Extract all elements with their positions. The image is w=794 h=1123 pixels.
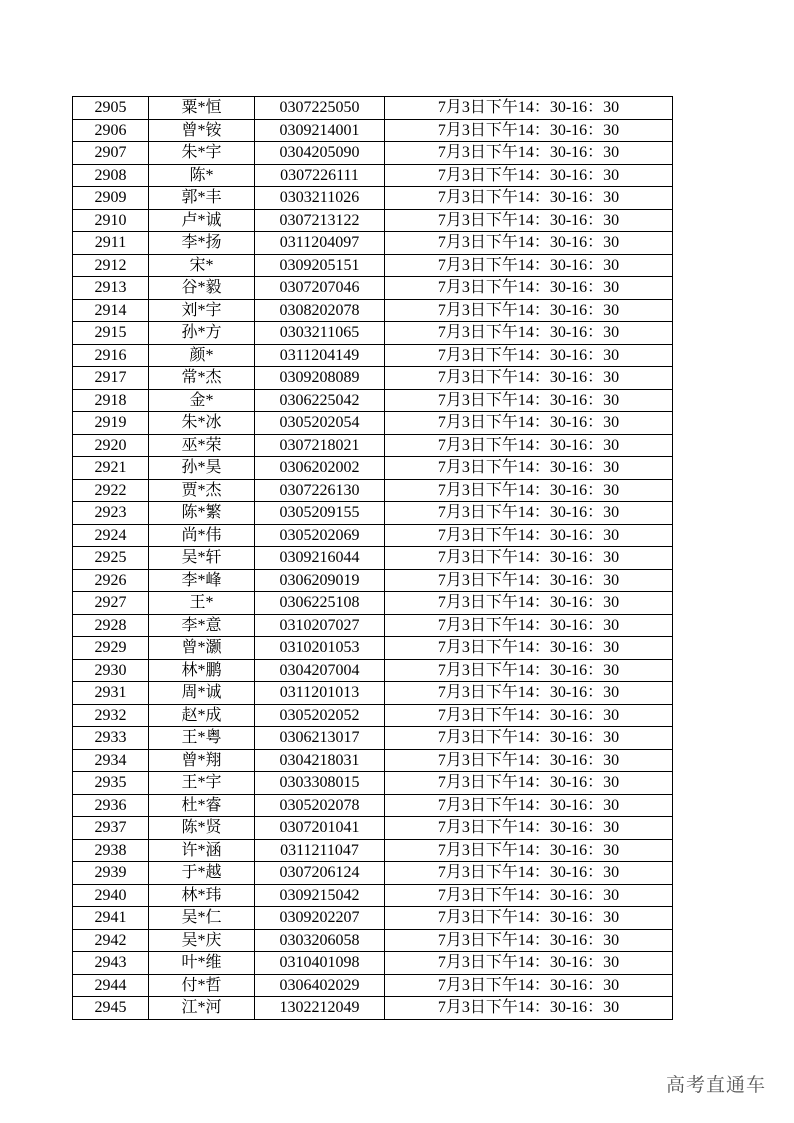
time-slot-cell: 7月3日下午14：30-16：30 — [385, 389, 673, 412]
seq-number-cell: 2942 — [73, 929, 149, 952]
table-row — [73, 164, 673, 187]
table-row — [73, 817, 673, 840]
table-row — [73, 929, 673, 952]
roster-table — [72, 96, 673, 1020]
name-cell: 陈*繁 — [149, 502, 255, 525]
table-row — [73, 367, 673, 390]
time-slot-cell: 7月3日下午14：30-16：30 — [385, 862, 673, 885]
id-number-cell: 0308202078 — [255, 299, 385, 322]
id-number-cell: 0303211065 — [255, 322, 385, 345]
name-cell: 周*诚 — [149, 682, 255, 705]
table-row — [73, 952, 673, 975]
seq-number-cell: 2943 — [73, 952, 149, 975]
id-number-cell: 0304218031 — [255, 749, 385, 772]
table-row — [73, 547, 673, 570]
table-row — [73, 997, 673, 1020]
seq-number-cell: 2915 — [73, 322, 149, 345]
name-cell: 孙*方 — [149, 322, 255, 345]
id-number-cell: 0309215042 — [255, 884, 385, 907]
seq-number-cell: 2932 — [73, 704, 149, 727]
table-row — [73, 704, 673, 727]
time-slot-cell: 7月3日下午14：30-16：30 — [385, 749, 673, 772]
seq-number-cell: 2907 — [73, 142, 149, 165]
table-row — [73, 884, 673, 907]
seq-number-cell: 2905 — [73, 97, 149, 120]
table-row — [73, 749, 673, 772]
seq-number-cell: 2925 — [73, 547, 149, 570]
seq-number-cell: 2937 — [73, 817, 149, 840]
time-slot-cell: 7月3日下午14：30-16：30 — [385, 187, 673, 210]
seq-number-cell: 2927 — [73, 592, 149, 615]
name-cell: 叶*维 — [149, 952, 255, 975]
id-number-cell: 0303206058 — [255, 929, 385, 952]
name-cell: 李*扬 — [149, 232, 255, 255]
id-number-cell: 0309202207 — [255, 907, 385, 930]
seq-number-cell: 2928 — [73, 614, 149, 637]
table-row — [73, 457, 673, 480]
id-number-cell: 0307213122 — [255, 209, 385, 232]
name-cell: 刘*宇 — [149, 299, 255, 322]
table-row — [73, 727, 673, 750]
name-cell: 王*宇 — [149, 772, 255, 795]
table-row — [73, 794, 673, 817]
seq-number-cell: 2922 — [73, 479, 149, 502]
id-number-cell: 0307226130 — [255, 479, 385, 502]
name-cell: 于*越 — [149, 862, 255, 885]
table-row — [73, 412, 673, 435]
id-number-cell: 0311211047 — [255, 839, 385, 862]
seq-number-cell: 2913 — [73, 277, 149, 300]
table-row — [73, 97, 673, 120]
seq-number-cell: 2939 — [73, 862, 149, 885]
time-slot-cell: 7月3日下午14：30-16：30 — [385, 997, 673, 1020]
table-row — [73, 502, 673, 525]
name-cell: 颜* — [149, 344, 255, 367]
time-slot-cell: 7月3日下午14：30-16：30 — [385, 502, 673, 525]
seq-number-cell: 2909 — [73, 187, 149, 210]
id-number-cell: 0307206124 — [255, 862, 385, 885]
seq-number-cell: 2923 — [73, 502, 149, 525]
name-cell: 王*粤 — [149, 727, 255, 750]
seq-number-cell: 2912 — [73, 254, 149, 277]
time-slot-cell: 7月3日下午14：30-16：30 — [385, 682, 673, 705]
seq-number-cell: 2934 — [73, 749, 149, 772]
id-number-cell: 0305202069 — [255, 524, 385, 547]
id-number-cell: 0305202054 — [255, 412, 385, 435]
seq-number-cell: 2935 — [73, 772, 149, 795]
name-cell: 朱*宇 — [149, 142, 255, 165]
name-cell: 赵*成 — [149, 704, 255, 727]
table-row — [73, 277, 673, 300]
id-number-cell: 1302212049 — [255, 997, 385, 1020]
time-slot-cell: 7月3日下午14：30-16：30 — [385, 569, 673, 592]
time-slot-cell: 7月3日下午14：30-16：30 — [385, 367, 673, 390]
time-slot-cell: 7月3日下午14：30-16：30 — [385, 929, 673, 952]
id-number-cell: 0304205090 — [255, 142, 385, 165]
table-row — [73, 187, 673, 210]
time-slot-cell: 7月3日下午14：30-16：30 — [385, 97, 673, 120]
table-row — [73, 637, 673, 660]
name-cell: 卢*诚 — [149, 209, 255, 232]
name-cell: 吴*轩 — [149, 547, 255, 570]
seq-number-cell: 2944 — [73, 974, 149, 997]
seq-number-cell: 2920 — [73, 434, 149, 457]
name-cell: 吴*仁 — [149, 907, 255, 930]
time-slot-cell: 7月3日下午14：30-16：30 — [385, 299, 673, 322]
id-number-cell: 0309216044 — [255, 547, 385, 570]
id-number-cell: 0305202078 — [255, 794, 385, 817]
time-slot-cell: 7月3日下午14：30-16：30 — [385, 659, 673, 682]
time-slot-cell: 7月3日下午14：30-16：30 — [385, 727, 673, 750]
id-number-cell: 0303211026 — [255, 187, 385, 210]
table-row — [73, 479, 673, 502]
time-slot-cell: 7月3日下午14：30-16：30 — [385, 817, 673, 840]
id-number-cell: 0307207046 — [255, 277, 385, 300]
table-row — [73, 434, 673, 457]
name-cell: 巫*荣 — [149, 434, 255, 457]
id-number-cell: 0306202002 — [255, 457, 385, 480]
seq-number-cell: 2933 — [73, 727, 149, 750]
time-slot-cell: 7月3日下午14：30-16：30 — [385, 884, 673, 907]
time-slot-cell: 7月3日下午14：30-16：30 — [385, 434, 673, 457]
time-slot-cell: 7月3日下午14：30-16：30 — [385, 839, 673, 862]
name-cell: 林*鹏 — [149, 659, 255, 682]
name-cell: 林*玮 — [149, 884, 255, 907]
id-number-cell: 0306225108 — [255, 592, 385, 615]
time-slot-cell: 7月3日下午14：30-16：30 — [385, 524, 673, 547]
seq-number-cell: 2921 — [73, 457, 149, 480]
seq-number-cell: 2926 — [73, 569, 149, 592]
seq-number-cell: 2914 — [73, 299, 149, 322]
seq-number-cell: 2910 — [73, 209, 149, 232]
table-row — [73, 682, 673, 705]
id-number-cell: 0310201053 — [255, 637, 385, 660]
name-cell: 王* — [149, 592, 255, 615]
id-number-cell: 0307218021 — [255, 434, 385, 457]
name-cell: 常*杰 — [149, 367, 255, 390]
table-row — [73, 119, 673, 142]
name-cell: 宋* — [149, 254, 255, 277]
seq-number-cell: 2906 — [73, 119, 149, 142]
name-cell: 李*意 — [149, 614, 255, 637]
time-slot-cell: 7月3日下午14：30-16：30 — [385, 547, 673, 570]
time-slot-cell: 7月3日下午14：30-16：30 — [385, 209, 673, 232]
table-row — [73, 614, 673, 637]
table-row — [73, 524, 673, 547]
time-slot-cell: 7月3日下午14：30-16：30 — [385, 457, 673, 480]
seq-number-cell: 2940 — [73, 884, 149, 907]
table-row — [73, 772, 673, 795]
table-row — [73, 299, 673, 322]
name-cell: 江*河 — [149, 997, 255, 1020]
id-number-cell: 0303308015 — [255, 772, 385, 795]
id-number-cell: 0304207004 — [255, 659, 385, 682]
id-number-cell: 0306225042 — [255, 389, 385, 412]
seq-number-cell: 2917 — [73, 367, 149, 390]
table-row — [73, 839, 673, 862]
name-cell: 粟*恒 — [149, 97, 255, 120]
id-number-cell: 0310207027 — [255, 614, 385, 637]
id-number-cell: 0306402029 — [255, 974, 385, 997]
seq-number-cell: 2930 — [73, 659, 149, 682]
id-number-cell: 0311204097 — [255, 232, 385, 255]
id-number-cell: 0307226111 — [255, 164, 385, 187]
time-slot-cell: 7月3日下午14：30-16：30 — [385, 637, 673, 660]
id-number-cell: 0305209155 — [255, 502, 385, 525]
id-number-cell: 0311201013 — [255, 682, 385, 705]
id-number-cell: 0307201041 — [255, 817, 385, 840]
seq-number-cell: 2924 — [73, 524, 149, 547]
seq-number-cell: 2918 — [73, 389, 149, 412]
table-row — [73, 862, 673, 885]
table-row — [73, 907, 673, 930]
table-row — [73, 232, 673, 255]
seq-number-cell: 2919 — [73, 412, 149, 435]
time-slot-cell: 7月3日下午14：30-16：30 — [385, 254, 673, 277]
time-slot-cell: 7月3日下午14：30-16：30 — [385, 277, 673, 300]
table-row — [73, 659, 673, 682]
id-number-cell: 0309214001 — [255, 119, 385, 142]
name-cell: 曾*翔 — [149, 749, 255, 772]
time-slot-cell: 7月3日下午14：30-16：30 — [385, 974, 673, 997]
name-cell: 许*涵 — [149, 839, 255, 862]
name-cell: 曾*灏 — [149, 637, 255, 660]
name-cell: 谷*毅 — [149, 277, 255, 300]
time-slot-cell: 7月3日下午14：30-16：30 — [385, 592, 673, 615]
time-slot-cell: 7月3日下午14：30-16：30 — [385, 412, 673, 435]
name-cell: 付*哲 — [149, 974, 255, 997]
seq-number-cell: 2941 — [73, 907, 149, 930]
time-slot-cell: 7月3日下午14：30-16：30 — [385, 119, 673, 142]
name-cell: 杜*睿 — [149, 794, 255, 817]
time-slot-cell: 7月3日下午14：30-16：30 — [385, 704, 673, 727]
id-number-cell: 0310401098 — [255, 952, 385, 975]
time-slot-cell: 7月3日下午14：30-16：30 — [385, 907, 673, 930]
id-number-cell: 0309208089 — [255, 367, 385, 390]
seq-number-cell: 2916 — [73, 344, 149, 367]
name-cell: 金* — [149, 389, 255, 412]
name-cell: 郭*丰 — [149, 187, 255, 210]
table-row — [73, 322, 673, 345]
time-slot-cell: 7月3日下午14：30-16：30 — [385, 322, 673, 345]
time-slot-cell: 7月3日下午14：30-16：30 — [385, 952, 673, 975]
seq-number-cell: 2911 — [73, 232, 149, 255]
seq-number-cell: 2936 — [73, 794, 149, 817]
table-row — [73, 974, 673, 997]
id-number-cell: 0311204149 — [255, 344, 385, 367]
time-slot-cell: 7月3日下午14：30-16：30 — [385, 142, 673, 165]
seq-number-cell: 2929 — [73, 637, 149, 660]
id-number-cell: 0307225050 — [255, 97, 385, 120]
seq-number-cell: 2931 — [73, 682, 149, 705]
time-slot-cell: 7月3日下午14：30-16：30 — [385, 344, 673, 367]
table-row — [73, 389, 673, 412]
table-row — [73, 254, 673, 277]
time-slot-cell: 7月3日下午14：30-16：30 — [385, 794, 673, 817]
name-cell: 陈*贤 — [149, 817, 255, 840]
name-cell: 陈* — [149, 164, 255, 187]
name-cell: 贾*杰 — [149, 479, 255, 502]
name-cell: 尚*伟 — [149, 524, 255, 547]
table-row — [73, 344, 673, 367]
id-number-cell: 0309205151 — [255, 254, 385, 277]
time-slot-cell: 7月3日下午14：30-16：30 — [385, 479, 673, 502]
seq-number-cell: 2908 — [73, 164, 149, 187]
roster-body — [73, 97, 673, 1020]
name-cell: 李*峰 — [149, 569, 255, 592]
time-slot-cell: 7月3日下午14：30-16：30 — [385, 614, 673, 637]
time-slot-cell: 7月3日下午14：30-16：30 — [385, 164, 673, 187]
name-cell: 朱*冰 — [149, 412, 255, 435]
name-cell: 吴*庆 — [149, 929, 255, 952]
table-row — [73, 569, 673, 592]
table-row — [73, 209, 673, 232]
id-number-cell: 0305202052 — [255, 704, 385, 727]
name-cell: 孙*昊 — [149, 457, 255, 480]
id-number-cell: 0306213017 — [255, 727, 385, 750]
time-slot-cell: 7月3日下午14：30-16：30 — [385, 772, 673, 795]
id-number-cell: 0306209019 — [255, 569, 385, 592]
table-row — [73, 142, 673, 165]
seq-number-cell: 2938 — [73, 839, 149, 862]
table-row — [73, 592, 673, 615]
watermark: 高考直通车 — [665, 1074, 766, 1096]
time-slot-cell: 7月3日下午14：30-16：30 — [385, 232, 673, 255]
seq-number-cell: 2945 — [73, 997, 149, 1020]
name-cell: 曾*铵 — [149, 119, 255, 142]
